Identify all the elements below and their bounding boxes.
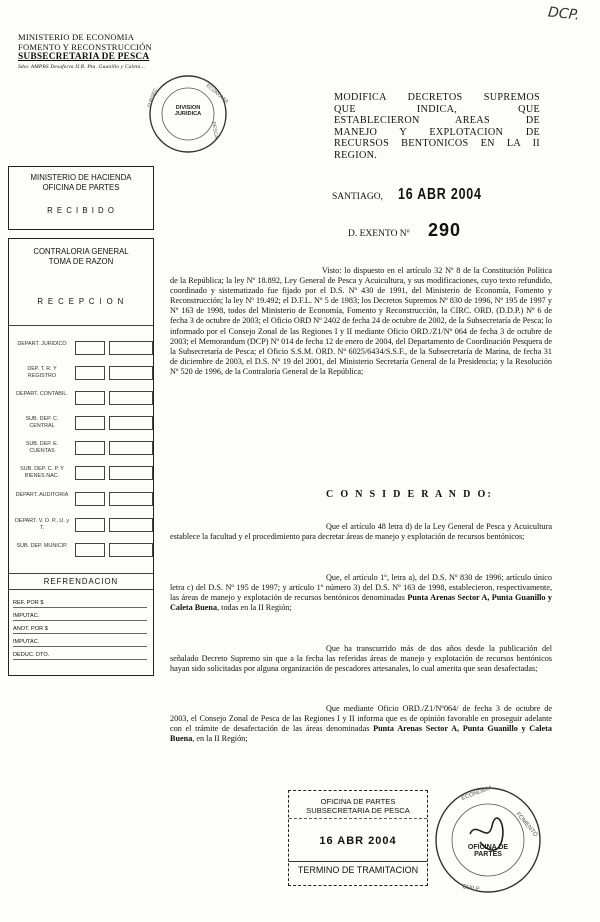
tracking-box — [75, 441, 105, 455]
oficina-line-2: SUBSECRETARIA DE PESCA — [289, 806, 427, 819]
hacienda-line-1: MINISTERIO DE HACIENDA — [30, 173, 132, 182]
seal-ring-icon — [432, 784, 544, 896]
hacienda-received-stamp — [8, 166, 154, 230]
tracking-box — [75, 391, 105, 405]
title-line: REGION. — [334, 149, 378, 161]
title-line: QUE INDICA, QUE — [334, 103, 540, 115]
refrendacion-row: IMPUTAC. — [13, 638, 147, 647]
refrendacion-row: DEDUC. DTO. — [13, 651, 147, 660]
ministry-header — [18, 32, 152, 72]
tracking-label: DEPART. CONTABIL. — [16, 391, 68, 397]
decree-title — [334, 92, 540, 162]
title-line: RECURSOS BENTONICOS EN LA II — [334, 138, 540, 150]
paragraph-1: Que el artículo 48 letra d) de la Ley General de Pesca y Acuicultura establece la facultad y el procedimiento para decretar áreas de manejo y explotación de recursos bentónicos; — [170, 522, 552, 542]
paragraph-2-end: , todas en la II Región; — [217, 603, 292, 613]
tracking-label: SUB. DEP. C. P. Y BIENES NAC. — [20, 466, 64, 479]
contraloria-stamp — [8, 238, 154, 676]
tracking-box — [75, 518, 105, 532]
paragraph-4-end: , en la II Región; — [192, 734, 248, 744]
tracking-box — [109, 466, 153, 480]
tracking-label: SUB. DEP. E. CUENTAS — [25, 441, 59, 454]
tracking-box — [75, 366, 105, 380]
division-juridica-seal — [146, 72, 230, 156]
date-label: SANTIAGO, — [332, 192, 383, 202]
tracking-box — [109, 441, 153, 455]
title-line: ESTABLECIERON AREAS DE — [334, 115, 540, 127]
ministry-line-1: MINISTERIO DE ECONOMIA — [18, 32, 135, 42]
svg-text:FOMENTO: FOMENTO — [514, 811, 539, 839]
seal-left-text: DIVISION JURIDICA — [174, 105, 202, 117]
svg-text:SUBSEC.: SUBSEC. — [146, 86, 160, 109]
hacienda-line-2: OFICINA DE PARTES — [42, 183, 120, 192]
paragraph-4-bold: Punta Arenas Sector A, Punta Guanillo y Caleta Buena — [170, 724, 552, 744]
refrendacion-row: IMPUTAC. — [13, 612, 147, 621]
oficina-partes-stamp — [288, 790, 428, 886]
paragraph-2-bold: Punta Arenas Sector A, Punta Guanillo y Caleta Buena — [170, 593, 552, 613]
tracking-label: SUB. DEP. MUNICIP. — [16, 543, 68, 549]
handwritten-note: DCP. — [547, 4, 581, 24]
tracking-box — [109, 543, 153, 557]
svg-text:PESCA: PESCA — [210, 121, 219, 140]
considerando-heading: C O N S I D E R A N D O: — [326, 489, 494, 500]
contraloria-line-2: TOMA DE RAZON — [48, 257, 114, 266]
tracking-box — [75, 341, 105, 355]
divider — [9, 325, 153, 326]
tracking-box — [109, 518, 153, 532]
oficina-date: 16 ABR 2004 — [319, 835, 397, 847]
ministry-line-3: SUBSECRETARIA DE PESCA — [18, 52, 150, 62]
oficina-line-3: TERMINO DE TRAMITACION — [289, 861, 427, 875]
tracking-label: DEPART. V. O. P., U. y T. — [14, 518, 70, 531]
svg-text:ECONOMIA: ECONOMIA — [204, 82, 230, 106]
tracking-box — [75, 466, 105, 480]
tracking-label: SUB. DEP. C. CENTRAL — [25, 416, 59, 429]
divider — [9, 589, 153, 590]
title-line: MODIFICA DECRETOS SUPREMOS — [334, 92, 540, 103]
tracking-box — [75, 543, 105, 557]
tracking-label: DEPART. JURIDICO — [17, 341, 67, 347]
paragraph-2-text: Que, el artículo 1º, letra a), del D.S. Nº 830 de 1996; artículo único letra c) del D.S. Nº 195 de 1997; y artículo 1º número 3) del D.S. Nº 163 de 1998, establecieron, respectivamente, las áreas de manejo y explotación de recursos bentónicos denominadas — [170, 573, 552, 603]
refrendacion-row: REF. POR $ — [13, 599, 147, 608]
date-stamp: 16 ABR 2004 — [398, 186, 482, 203]
paragraph-4-text: Que mediante Oficio ORD./Z1/Nº064/ de fecha 3 de octubre de 2003, el Consejo Zonal de Pesca de las Regiones I y II informa que es de opinión favorable en proseguir adelante con el trámite de desafectación de las áreas denominadas — [170, 704, 552, 734]
paragraph-4 — [170, 704, 552, 744]
contraloria-line-3: R E C E P C I O N — [37, 297, 125, 306]
tracking-box — [109, 492, 153, 506]
refrendacion-title: REFRENDACION — [43, 577, 119, 586]
oficina-line-1: OFICINA DE PARTES — [320, 797, 396, 806]
tracking-label: DEPART. AUDITORIA — [15, 492, 69, 498]
paragraph-3: Que ha transcurrido más de dos años desde la publicación del señalado Decreto Supremo sin que a la fecha las referidas áreas de manejo y explotación de recursos bentónicos hayan sido solicitadas por alguna organización de pescadores artesanales, lo cual amerita que sean desafectadas; — [170, 644, 552, 674]
contraloria-line-1: CONTRALORIA GENERAL — [33, 247, 129, 256]
exento-label: D. EXENTO Nº — [348, 229, 410, 239]
tracking-label: DEP. T. R. Y REGISTRO — [27, 366, 57, 379]
tracking-box — [75, 492, 105, 506]
title-line: MANEJO Y EXPLOTACION DE — [334, 126, 540, 138]
tracking-box — [75, 416, 105, 430]
divider — [9, 573, 153, 574]
ministry-line-2: FOMENTO Y RECONSTRUCCIÓN — [18, 42, 152, 52]
exento-number: 290 — [428, 220, 462, 240]
tracking-box — [109, 341, 153, 355]
tracking-box — [109, 391, 153, 405]
hacienda-line-3: R E C I B I D O — [47, 206, 115, 215]
svg-text:ECONOMIA: ECONOMIA — [460, 785, 494, 802]
seal-right-text: OFICINA DE PARTES — [467, 844, 509, 858]
visto-paragraph: Visto: lo dispuesto en el artículo 32 Nº 8 de la Constitución Política de la República; la ley Nº 18.892, Ley General de Pesca y Acuicultura, y sus modificaciones, cuyo texto refundido, coordinado y sistematizado fue fijado por el D.S. Nº 430 de 1991, del Ministerio de Economía, Fomento y Reconstrucción; la ley Nº 19.492; el D.F.L. Nº 5 de 1983; los Decretos Supremos Nº 830 de 1996, Nº 195 de 1997 y Nº 163 de 1998, todos del Ministerio de Economía, Fomento y Reconstrucción, la CIRC. ORD. (D.D.P.) Nº 6 de fecha 3 de octubre de 2003; el Oficio ORD Nº 2402 de fecha 24 de octubre de 2002, de la Subsecretaría de Pesca; lo informado por el Consejo Zonal de las Regiones I y II mediante Oficio ORD./Z1/Nº 064 de fecha 3 de octubre de 2003; el Memorandum (DCP) Nº 014 de fecha 12 de enero de 2004, del Departamento de Coordinación Pesquera de la Subsecretaría de Pesca; el Oficio S.S.M. ORD. Nº 6025/6434/S.S.F., de la Subsecretaría de Marina, de fecha 31 de diciembre de 2003, el D.S. Nº 19 del 2001, del Ministerio Secretaría General de la Presidencia; y la Resolución Nº 520 de 1996, de la Contraloría General de la República; — [170, 266, 552, 376]
ministry-line-4: Sdoc AMPBS Desafecta II R. Pta. Guanillo y Caleta... — [18, 64, 146, 70]
oficina-partes-seal — [432, 784, 544, 896]
tracking-box — [109, 416, 153, 430]
tracking-box — [109, 366, 153, 380]
refrendacion-row: ANOT. POR $ — [13, 625, 147, 634]
paragraph-2 — [170, 573, 552, 613]
svg-text:CHILE: CHILE — [461, 884, 481, 894]
